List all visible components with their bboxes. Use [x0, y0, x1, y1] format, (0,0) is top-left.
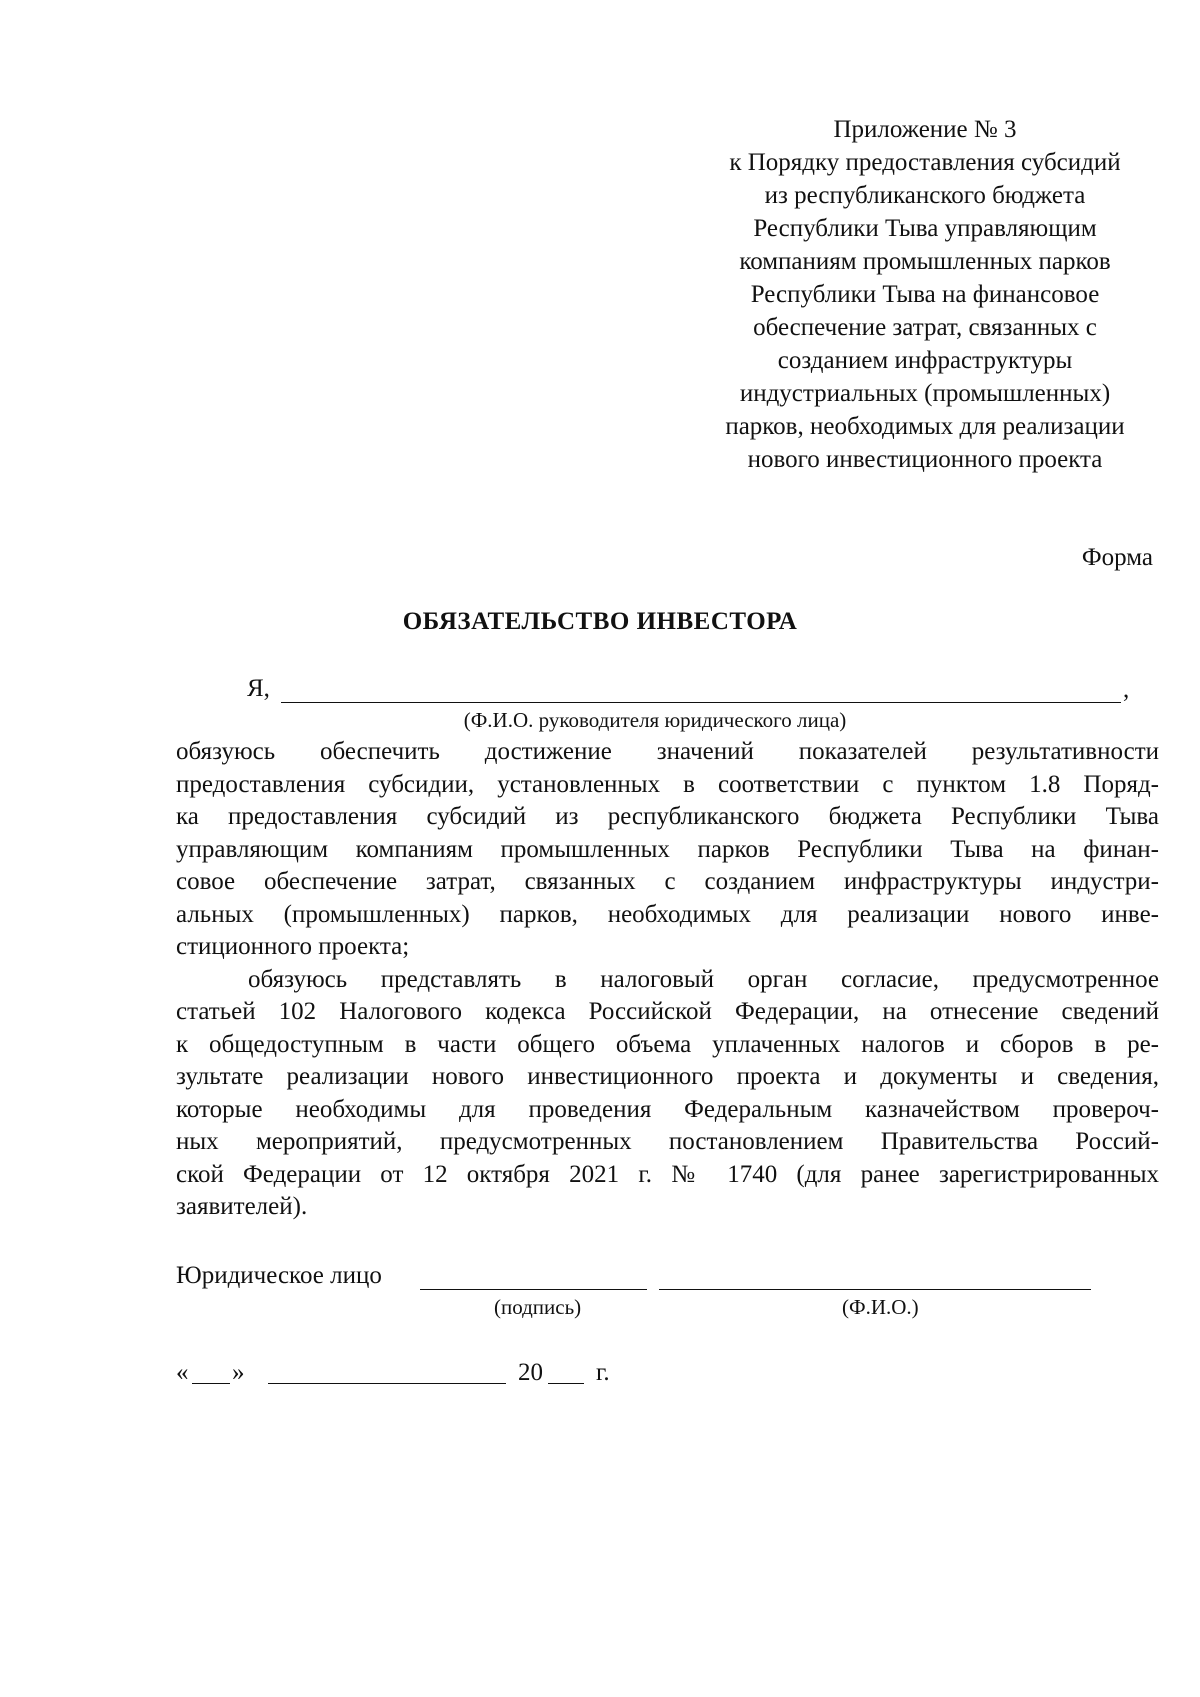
text-line: альных (промышленных) парков, необходимых для реализации нового инве- — [176, 900, 1159, 928]
appendix-line: из республиканского бюджета — [764, 182, 1086, 209]
text-line: зультате реализации нового инвестиционного проекта и документы и сведения, — [176, 1063, 1159, 1090]
text-line: совое обеспечение затрат, связанных с созданием инфраструктуры индустри- — [176, 868, 1159, 895]
text-line: управляющим компаниям промышленных парков Республики Тыва на финан- — [176, 835, 1159, 863]
appendix-line: Приложение № 3 — [833, 116, 1017, 143]
appendix-line: Республики Тыва на финансовое — [750, 281, 1100, 308]
text-line: ных мероприятий, предусмотренных постановлением Правительства Россий- — [176, 1128, 1159, 1155]
full-name-field-line[interactable] — [281, 702, 1121, 703]
paragraph-obligation-1 — [176, 736, 1159, 964]
intro-suffix: , — [1123, 676, 1130, 703]
appendix-line: нового инвестиционного проекта — [747, 446, 1103, 473]
appendix-block — [690, 113, 1160, 476]
appendix-line: обеспечение затрат, связанных с — [753, 314, 1097, 341]
year-field-line[interactable] — [548, 1383, 584, 1384]
close-quote: » — [232, 1359, 245, 1386]
document-title: ОБЯЗАТЕЛЬСТВО ИНВЕСТОРА — [402, 608, 798, 635]
signature-caption: (подпись) — [494, 1295, 582, 1319]
month-field-line[interactable] — [268, 1383, 506, 1384]
form-label: Форма — [1081, 544, 1153, 571]
year-suffix: г. — [596, 1359, 610, 1386]
appendix-line: созданием инфраструктуры — [777, 347, 1073, 374]
text-line: статьей 102 Налогового кодекса Российской Федерации, на отнесение сведений — [176, 998, 1159, 1025]
appendix-line: индустриальных (промышленных) — [739, 380, 1111, 407]
signer-name-caption: (Ф.И.О.) — [842, 1295, 919, 1319]
appendix-line: парков, необходимых для реализации — [725, 413, 1125, 440]
appendix-line: к Порядку предоставления субсидий — [729, 149, 1121, 176]
text-line: обязуюсь представлять в налоговый орган согласие, предусмотренное — [248, 965, 1159, 993]
text-line: которые необходимы для проведения Федеральным казначейством провероч- — [176, 1095, 1159, 1123]
signature-field-line[interactable] — [420, 1289, 647, 1290]
text-line: ской Федерации от 12 октября 2021 г. № 1740 (для ранее зарегистрированных — [176, 1160, 1159, 1188]
text-line: заявителей). — [176, 1193, 308, 1220]
legal-entity-label: Юридическое лицо — [176, 1262, 382, 1289]
full-name-caption: (Ф.И.О. руководителя юридического лица) — [463, 708, 847, 732]
year-prefix: 20 — [518, 1359, 543, 1386]
text-line: стиционного проекта; — [176, 933, 410, 960]
text-line: ка предоставления субсидий из республиканского бюджета Республики Тыва — [176, 803, 1159, 830]
date-row — [176, 1356, 676, 1396]
appendix-line: компаниям промышленных парков — [739, 248, 1111, 275]
paragraph-obligation-2 — [176, 964, 1159, 1224]
intro-prefix: Я, — [247, 675, 270, 702]
text-line: предоставления субсидии, установленных в соответствии с пунктом 1.8 Поряд- — [176, 770, 1159, 798]
text-line: обязуюсь обеспечить достижение значений показателей результативности — [176, 738, 1159, 765]
open-quote: « — [176, 1359, 189, 1386]
text-line: к общедоступным в части общего объема уплаченных налогов и сборов в ре- — [176, 1030, 1159, 1058]
day-field-line[interactable] — [192, 1383, 230, 1384]
signer-name-field-line[interactable] — [659, 1289, 1091, 1290]
appendix-line: Республики Тыва управляющим — [753, 215, 1097, 242]
body-text — [176, 736, 1159, 1224]
